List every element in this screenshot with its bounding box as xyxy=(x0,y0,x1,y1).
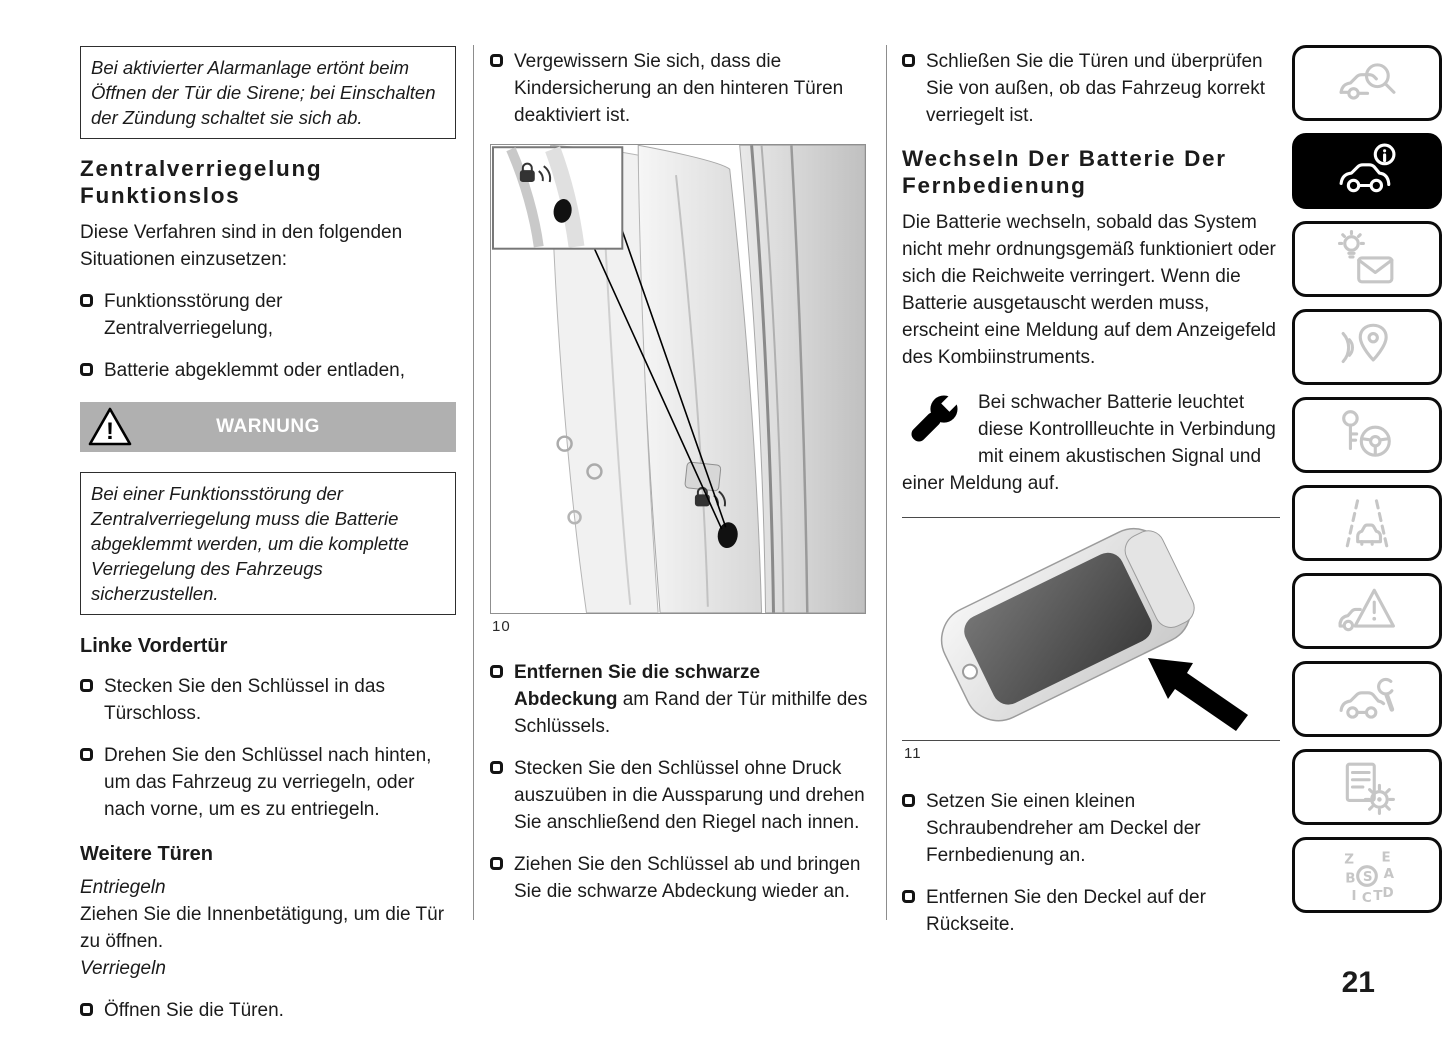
tab-driver-assistance[interactable] xyxy=(1292,485,1442,561)
svg-text:E: E xyxy=(1381,850,1391,866)
checkbox-bullet-icon xyxy=(80,1003,93,1016)
key-steering-icon xyxy=(1338,406,1396,464)
car-lane-icon xyxy=(1338,494,1396,552)
list-item: Entfernen Sie den Deckel auf der Rückseite. xyxy=(902,884,1280,938)
door-edge-illustration xyxy=(490,144,866,614)
figure-number: 10 xyxy=(492,618,511,635)
list-item: Schließen Sie die Türen und überprüfen Sie von außen, ob das Fahrzeug korrekt verriegelt ist. xyxy=(902,48,1280,129)
page-number: 21 xyxy=(1341,966,1375,999)
warning-label: WARNUNG xyxy=(216,416,320,437)
list-item: Entfernen Sie die schwarze Abdeckung am Rand der Tür mithilfe des Schlüssels. xyxy=(490,659,868,740)
checkbox-bullet-icon xyxy=(902,794,915,807)
car-wrench-icon xyxy=(1338,670,1396,728)
battery-warning-paragraph: Bei schwacher Batterie leuchtet diese Kontrollleuchte in Verbindung mit einem akustischen Signal und einer Meldung auf. xyxy=(902,389,1280,497)
checkbox-bullet-icon xyxy=(80,363,93,376)
svg-text:C: C xyxy=(1361,890,1372,904)
inset-detail-box xyxy=(493,147,622,248)
unlock-text: Ziehen Sie die Innenbetätigung, um die Tür zu öffnen. xyxy=(80,904,445,952)
checkbox-bullet-icon xyxy=(490,857,503,870)
intro-paragraph: Diese Verfahren sind in den folgenden Situationen einzusetzen: xyxy=(80,222,403,270)
checkbox-bullet-icon xyxy=(80,679,93,692)
tab-vehicle-overview[interactable] xyxy=(1292,45,1442,121)
document-gear-icon xyxy=(1338,758,1396,816)
warning-banner xyxy=(80,402,456,452)
svg-text:S: S xyxy=(1362,870,1373,886)
list-item: Stecken Sie den Schlüssel in das Türschloss. xyxy=(80,673,456,727)
figure-number: 11 xyxy=(904,745,922,762)
column-left xyxy=(80,46,456,1039)
list-item: Öffnen Sie die Türen. xyxy=(80,997,456,1024)
lock-label: Verriegeln xyxy=(80,958,166,979)
tab-technical-data[interactable] xyxy=(1292,749,1442,825)
car-search-icon xyxy=(1338,54,1396,112)
figure-10 xyxy=(490,144,868,635)
tab-maintenance[interactable] xyxy=(1292,661,1442,737)
section-heading-battery-change: Wechseln Der Batterie Der Fernbedienung xyxy=(902,146,1227,198)
svg-text:B: B xyxy=(1345,871,1356,887)
checkbox-bullet-icon xyxy=(490,761,503,774)
svg-text:D: D xyxy=(1382,885,1394,901)
battery-paragraph: Die Batterie wechseln, sobald das System nicht mehr ordnungsgemäß funktioniert oder sich die Reichweite verringert. Wenn die Batterie ausgetauscht werden muss, erscheint eine Meldung auf dem Anzeigefeld des Kombiinstruments. xyxy=(902,212,1276,368)
svg-text:I: I xyxy=(1351,888,1357,904)
signal-location-icon xyxy=(1338,318,1396,376)
checkbox-bullet-icon xyxy=(80,294,93,307)
list-item: Drehen Sie den Schlüssel nach hinten, um das Fahrzeug zu verriegeln, oder nach vorne, um es zu entriegeln. xyxy=(80,742,456,823)
tab-emergency[interactable] xyxy=(1292,573,1442,649)
tab-index[interactable] xyxy=(1292,837,1442,913)
svg-text:A: A xyxy=(1383,867,1394,883)
alarm-note-box: Bei aktivierter Alarmanlage ertönt beim Öffnen der Tür die Sirene; bei Einschalten der Zündung schaltet sie sich ab. xyxy=(80,46,456,139)
checkbox-bullet-icon xyxy=(490,665,503,678)
column-divider xyxy=(886,45,887,920)
checkbox-bullet-icon xyxy=(902,890,915,903)
wrench-icon xyxy=(902,389,964,451)
warning-triangle-icon xyxy=(88,406,132,448)
list-item: Ziehen Sie den Schlüssel ab und bringen Sie die schwarze Abdeckung wieder an. xyxy=(490,851,868,905)
list-item: Setzen Sie einen kleinen Schraubendreher am Deckel der Fernbedienung an. xyxy=(902,788,1280,869)
list-item: Stecken Sie den Schlüssel ohne Druck auszuüben in die Aussparung und drehen Sie anschließend den Riegel nach innen. xyxy=(490,755,868,836)
tab-starting-driving[interactable] xyxy=(1292,397,1442,473)
subheading-front-left-door: Linke Vordertür xyxy=(80,635,228,657)
chapter-tab-bar xyxy=(1292,45,1445,925)
tab-navigation[interactable] xyxy=(1292,309,1442,385)
column-middle xyxy=(490,46,868,920)
svg-text:!: ! xyxy=(106,418,114,445)
car-warning-triangle-icon xyxy=(1338,582,1396,640)
tab-vehicle-info[interactable] xyxy=(1292,133,1442,209)
list-item: Batterie abgeklemmt oder entladen, xyxy=(80,357,456,384)
section-heading-central-locking: Zentralverriegelung Funktionslos xyxy=(80,156,323,208)
car-info-icon xyxy=(1338,142,1396,200)
key-fob-illustration xyxy=(902,518,1278,740)
list-item: Funktionsstörung der Zentralverriegelung, xyxy=(80,288,456,342)
svg-text:T: T xyxy=(1373,888,1383,904)
unlock-label: Entriegeln xyxy=(80,877,166,898)
malfunction-note-box: Bei einer Funktionsstörung der Zentralverriegelung muss die Batterie abgeklemmt werden, um die komplette Verriegelung des Fahrzeugs sicherzustellen. xyxy=(80,472,456,615)
checkbox-bullet-icon xyxy=(490,54,503,67)
checkbox-bullet-icon xyxy=(902,54,915,67)
figure-11 xyxy=(902,517,1280,741)
list-item: Vergewissern Sie sich, dass die Kindersicherung an den hinteren Türen deaktiviert ist. xyxy=(490,48,868,129)
checkbox-bullet-icon xyxy=(80,748,93,761)
svg-text:Z: Z xyxy=(1344,852,1354,868)
alphabetical-index-icon xyxy=(1338,846,1396,904)
bulb-envelope-icon xyxy=(1338,230,1396,288)
subheading-other-doors: Weitere Türen xyxy=(80,843,213,865)
column-right xyxy=(902,46,1280,953)
column-divider xyxy=(473,45,474,920)
tab-warning-lights-messages[interactable] xyxy=(1292,221,1442,297)
